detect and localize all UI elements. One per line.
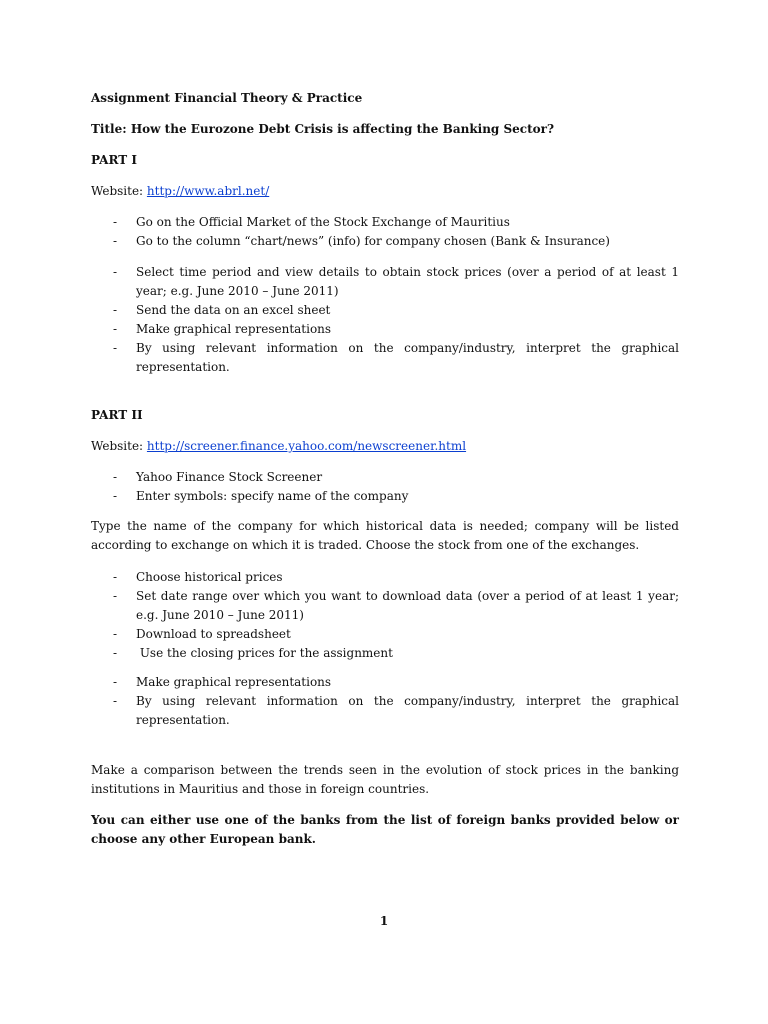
list-item <box>113 568 679 587</box>
list-item-text: Go to the column “chart/news” (info) for company chosen (Bank & Insurance) <box>136 234 610 248</box>
part-2-list-a <box>113 468 679 506</box>
dash-bullet: - <box>113 675 118 689</box>
list-item <box>113 263 679 301</box>
part-2-paragraph: Type the name of the company for which historical data is needed; company will be listed according to exchange on which it is traded. Choose the stock from one of the exchanges. <box>91 519 679 552</box>
part-1-list-b <box>113 263 679 377</box>
list-item <box>113 487 679 506</box>
list-item-text: Set date range over which you want to download data (over a period of at least 1 year; e.g. June 2010 – June 2011) <box>136 589 679 622</box>
part-2-website-link[interactable]: http://screener.finance.yahoo.com/newscreener.html <box>146 439 467 453</box>
dash-bullet: - <box>113 341 118 355</box>
list-item-text: Choose historical prices <box>136 570 283 584</box>
list-item <box>113 644 679 663</box>
dash-bullet: - <box>113 570 118 584</box>
dash-bullet: - <box>113 303 118 317</box>
part-1-list-a <box>113 213 679 251</box>
list-item <box>113 301 679 320</box>
list-item-text: Go on the Official Market of the Stock Exchange of Mauritius <box>136 215 510 229</box>
dash-bullet: - <box>113 646 118 660</box>
list-item <box>113 339 679 377</box>
list-item <box>113 232 679 251</box>
list-item <box>113 587 679 625</box>
dash-bullet: - <box>113 322 118 336</box>
list-item <box>113 320 679 339</box>
list-item-text: Make graphical representations <box>136 322 332 336</box>
dash-bullet: - <box>113 489 118 503</box>
page-number: 1 <box>379 914 389 928</box>
list-item-text: By using relevant information on the company/industry, interpret the graphical representation. <box>136 341 679 374</box>
list-item-text: Select time period and view details to obtain stock prices (over a period of at least 1 year; e.g. June 2010 – June 2011) <box>136 265 679 298</box>
assignment-heading: Assignment Financial Theory & Practice <box>91 91 363 105</box>
dash-bullet: - <box>113 234 118 248</box>
part-1-website-label: Website: <box>91 184 147 198</box>
part-2-heading: PART II <box>91 408 143 422</box>
list-item-text: Send the data on an excel sheet <box>136 303 331 317</box>
assignment-title: Title: How the Eurozone Debt Crisis is affecting the Banking Sector? <box>91 122 554 136</box>
dash-bullet: - <box>113 215 118 229</box>
part-1-heading: PART I <box>91 153 137 167</box>
dash-bullet: - <box>113 627 118 641</box>
dash-bullet: - <box>113 470 118 484</box>
list-item-text: Use the closing prices for the assignment <box>136 646 393 660</box>
dash-bullet: - <box>113 694 118 708</box>
list-item-text: Download to spreadsheet <box>136 627 291 641</box>
part-1-website-line <box>91 182 679 201</box>
part-2-list-c <box>113 673 679 730</box>
list-item <box>113 625 679 644</box>
dash-bullet: - <box>113 265 118 279</box>
part-2-website-label: Website: <box>91 439 147 453</box>
list-item-text: Yahoo Finance Stock Screener <box>136 470 323 484</box>
list-item-text: Make graphical representations <box>136 675 332 689</box>
comparison-paragraph: Make a comparison between the trends seen in the evolution of stock prices in the banking institutions in Mauritius and those in foreign countries. <box>91 763 679 796</box>
part-2-website-line <box>91 437 679 456</box>
part-2-list-b <box>113 568 679 663</box>
dash-bullet: - <box>113 589 118 603</box>
list-item-text: Enter symbols: specify name of the company <box>136 489 409 503</box>
list-item <box>113 673 679 692</box>
list-item <box>113 692 679 730</box>
part-1-website-link[interactable]: http://www.abrl.net/ <box>146 184 270 198</box>
banks-paragraph: You can either use one of the banks from the list of foreign banks provided below or choose any other European bank. <box>91 813 679 846</box>
list-item <box>113 468 679 487</box>
list-item-text: By using relevant information on the company/industry, interpret the graphical representation. <box>136 694 679 727</box>
list-item <box>113 213 679 232</box>
